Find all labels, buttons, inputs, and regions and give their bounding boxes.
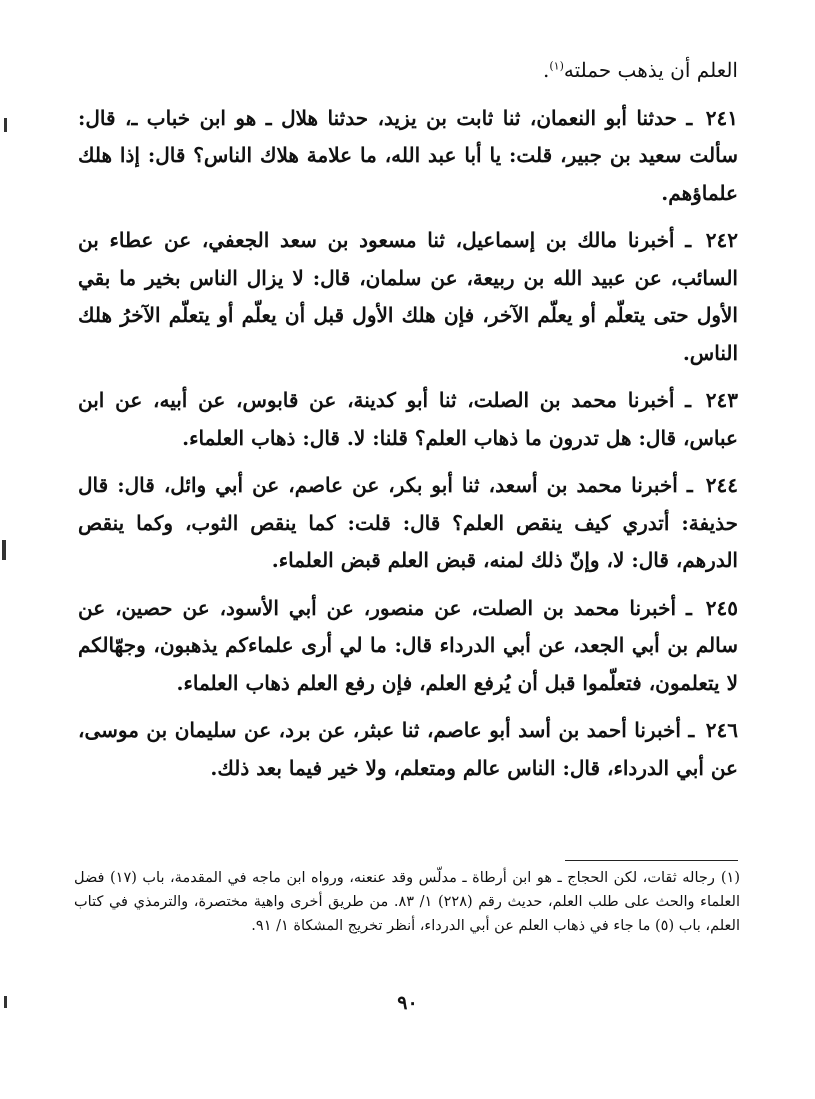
hadith-number: ٢٤٤	[705, 473, 739, 497]
hadith-text: ـ أخبرنا محمد بن الصلت، ثنا أبو كدينة، عن قابوس، عن أبيه، عن ابن عباس، قال: هل تدرون ما ذهاب العلم؟ قلنا: لا. قال: ذهاب العلماء.	[78, 388, 738, 450]
page-number: ٩٠	[397, 992, 418, 1014]
scan-edge-mark	[4, 996, 7, 1008]
main-text	[78, 52, 738, 787]
hadith-paragraph	[78, 702, 738, 787]
hadith-paragraph	[78, 90, 738, 213]
hadith-number: ٢٤٥	[705, 595, 739, 620]
hadith-text: ـ أخبرنا محمد بن أسعد، ثنا أبو بكر، عن عاصم، عن أبي وائل، قال: قال حذيفة: أتدري كيف ينقص العلم؟ قال: قلت: كما ينقص الثوب، وكما ينقص الدرهم، قال: لا، وإنّ ذلك لمنه، قبض العلم قبض العلماء.	[78, 473, 738, 572]
hadith-text: ـ أخبرنا أحمد بن أسد أبو عاصم، ثنا عبثر، عن برد، عن سليمان بن موسى، عن أبي الدرداء، قال: الناس عالم ومتعلم، ولا خير فيما بعد ذلك.	[78, 718, 738, 780]
footnote-separator	[565, 860, 738, 861]
hadith-text: ـ أخبرنا محمد بن الصلت، عن منصور، عن أبي الأسود، عن حصين، عن سالم بن أبي الجعد، عن أبي الدرداء قال: ما لي أرى علماءكم يذهبون، وجهّالكم لا يتعلمون، فتعلّموا قبل أن يُرفع العلم، فإن رفع العلم ذهاب العلماء.	[78, 595, 738, 695]
hadith-text: ـ حدثنا أبو النعمان، ثنا ثابت بن يزيد، حدثنا هلال ـ هو ابن خباب ـ، قال: سألت سعيد بن جبير، قلت: يا أبا عبد الله، ما علامة هلاك الناس؟ قال: إذا هلك علماؤهم.	[78, 105, 738, 205]
footnote-reference: (١)	[549, 59, 564, 73]
footnote-text: رجاله ثقات، لكن الحجاج ـ هو ابن أرطاة ـ مدلّس وقد عنعنه، ورواه ابن ماجه في المقدمة، باب (١٧) فضل العلماء والحث على طلب العلم، حديث رقم (٢٢٨) ١/ ٨٣. من طريق أخرى واهية مختصرة، والترمذي في كتاب العلم، باب (٥) ما جاء في ذهاب العلم عن أبي الدرداء، أنظر تخريج المشكاة ١/ ٩١.	[74, 870, 740, 934]
hadith-number: ٢٤٣	[705, 388, 738, 412]
hadith-number: ٢٤١	[705, 105, 738, 130]
hadith-text: ـ أخبرنا مالك بن إسماعيل، ثنا مسعود بن سعد الجعفي، عن عطاء بن السائب، عن عبيد الله بن ربيعة، عن سلمان، قال: لا يزال الناس بخير ما بقي الأول حتى يتعلّم أو يعلّم الآخر، فإن هلك الأول قبل أن يعلّم أو يتعلّم الآخرُ هلك الناس.	[78, 228, 738, 365]
hadith-paragraph	[78, 457, 738, 580]
continuation-text: العلم أن يذهب حملته	[563, 58, 738, 82]
hadith-paragraph	[78, 212, 738, 372]
hadith-number: ٢٤٢	[705, 228, 738, 252]
scan-edge-mark	[4, 118, 7, 132]
hadith-paragraph	[78, 372, 738, 457]
hadith-number: ٢٤٦	[705, 718, 738, 742]
continuation-line: العلم أن يذهب حملته$^{(١)}$.	[543, 58, 738, 82]
hadith-paragraph	[78, 580, 738, 703]
scan-edge-mark	[2, 540, 6, 560]
footnote	[74, 866, 740, 938]
footnote-marker: (١)	[720, 870, 740, 886]
